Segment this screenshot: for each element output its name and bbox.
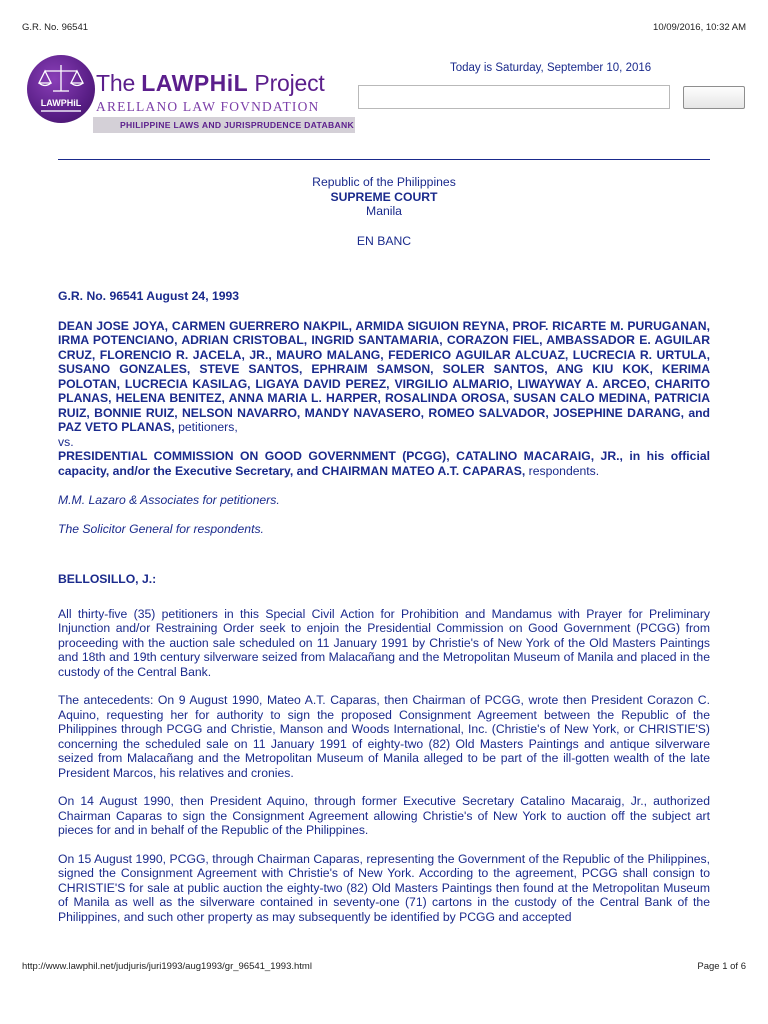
print-header-timestamp: 10/09/2016, 10:32 AM: [653, 22, 746, 33]
counsel-petitioners: M.M. Lazaro & Associates for petitioners.: [58, 493, 280, 507]
versus: vs.: [58, 434, 74, 449]
logo-tagline: PHILIPPINE LAWS AND JURISPRUDENCE DATABANK: [93, 117, 355, 133]
site-logo[interactable]: [27, 55, 357, 133]
court-division: EN BANC: [356, 233, 412, 248]
logo-title: The LAWPHiL Project: [96, 70, 325, 96]
decision-document: [58, 175, 710, 924]
print-header: [22, 22, 746, 33]
court-country: Republic of the Philippines: [312, 175, 456, 189]
respondents-label: respondents.: [525, 463, 600, 478]
petitioners-names: DEAN JOSE JOYA, CARMEN GUERRERO NAKPIL, ARMIDA SIGUION REYNA, PROF. RICARTE M. PURUGANAN, IRMA POTENCIANO, ADRIAN CRISTOBAL, INGRID SANTAMARIA, CORAZON FIEL, AMBASSADOR E. AGUILAR CRUZ, FLORENCIO R. JACELA, JR., MAURO MALANG, FEDERICO AGUILAR ALCUAZ, LUCRECIA R. URTULA, SUSANO GONZALES, STEVE SANTOS, EPHRAIM SAMSON, SOLER SANTOS, ANG KIU KOK, KERIMA POLOTAN, LUCRECIA KASILAG, LIGAYA DAVID PEREZ, VIRGILIO ALMARIO, LIWAYWAY A. ARCEO, CHARITO PLANAS, HELENA BENITEZ, ANNA MARIA L. HARPER, ROSALINDA OROSA, SUSAN CALO MEDINA, PATRICIA RUIZ, BONNIE RUIZ, NELSON NAVARRO, MANDY NAVASERO, ROMEO SALVADOR, JOSEPHINE DARANG, and PAZ VETO PLANAS,: [58, 318, 710, 434]
ponente: BELLOSILLO, J.:: [58, 572, 157, 586]
court-heading: [58, 175, 710, 219]
header-divider: [58, 159, 710, 160]
search-input[interactable]: [358, 85, 670, 109]
page-url: http://www.lawphil.net/judjuris/juri1993/aug1993/gr_96541_1993.html: [22, 961, 312, 972]
court-name: SUPREME COURT: [330, 189, 438, 204]
petitioners-label: petitioners,: [174, 420, 238, 434]
court-location: Manila: [366, 204, 402, 218]
logo-subtitle: ARELLANO LAW FOVNDATION: [96, 99, 320, 114]
paragraph: All thirty-five (35) petitioners in this Special Civil Action for Prohibition and Mandamus with Prayer for Preliminary Injunction and/or Restraining Order seek to enjoin the Presidential Commission on Good Government (PCGG) from proceeding with the auction sale scheduled on 11 January 1991 by Christie's of New York of the Old Masters Paintings and 18th and 19th century silverware seized from Malacañang and the Metropolitan Museum of Manila and placed in the custody of the Central Bank.: [58, 606, 710, 679]
counsel-respondents: The Solicitor General for respondents.: [58, 521, 264, 536]
print-header-title: G.R. No. 96541: [22, 22, 89, 33]
logo-badge-text: LAWPHiL: [40, 98, 82, 108]
paragraph: The antecedents: On 9 August 1990, Mateo A.T. Caparas, then Chairman of PCGG, wrote then President Corazon C. Aquino, requesting her for authority to sign the proposed Consignment Agreement between the Republic of the Philippines through PCGG and Christie, Manson and Woods International, Inc. (Christie's of New York, or CHRISTIE'S) concerning the scheduled sale on 11 January 1991 of eighty-two (82) Old Masters Paintings and antique silverware seized from Malacañang and the Metropolitan Museum of Manila alleged to be part of the ill-gotten wealth of the late President Marcos, his relatives and cronies.: [58, 693, 710, 780]
logo-emblem-icon: [27, 55, 95, 123]
petitioners: [58, 319, 710, 435]
paragraph: On 14 August 1990, then President Aquino, through former Executive Secretary Catalino Macaraig, Jr., authorized Chairman Caparas to sign the Consignment Agreement allowing Christie's of New York to auction off the subject art pieces for and in behalf of the Republic of the Philippines.: [58, 794, 710, 837]
current-date: Today is Saturday, September 10, 2016: [450, 62, 652, 74]
respondents-names: PRESIDENTIAL COMMISSION ON GOOD GOVERNMENT (PCGG), CATALINO MACARAIG, JR., in his official capacity, and/or the Executive Secretary, and CHAIRMAN MATEO A.T. CAPARAS,: [58, 449, 710, 478]
respondents: [58, 449, 710, 478]
case-number: G.R. No. 96541 August 24, 1993: [58, 289, 240, 303]
paragraph: On 15 August 1990, PCGG, through Chairman Caparas, representing the Government of the Republic of the Philippines, signed the Consignment Agreement with Christie's of New York. According to the agreement, PCGG shall consign to CHRISTIE'S for sale at public auction the eighty-two (82) Old Masters Paintings then found at the Metropolitan Museum of Manila as well as the silverware contained in seventy-one (71) cartons in the custody of the Central Bank of the Philippines, and such other property as may subsequently be identified by PCGG and accepted: [58, 851, 710, 924]
print-footer: [22, 961, 746, 972]
page-number: Page 1 of 6: [697, 961, 746, 972]
search-button[interactable]: [683, 86, 745, 109]
